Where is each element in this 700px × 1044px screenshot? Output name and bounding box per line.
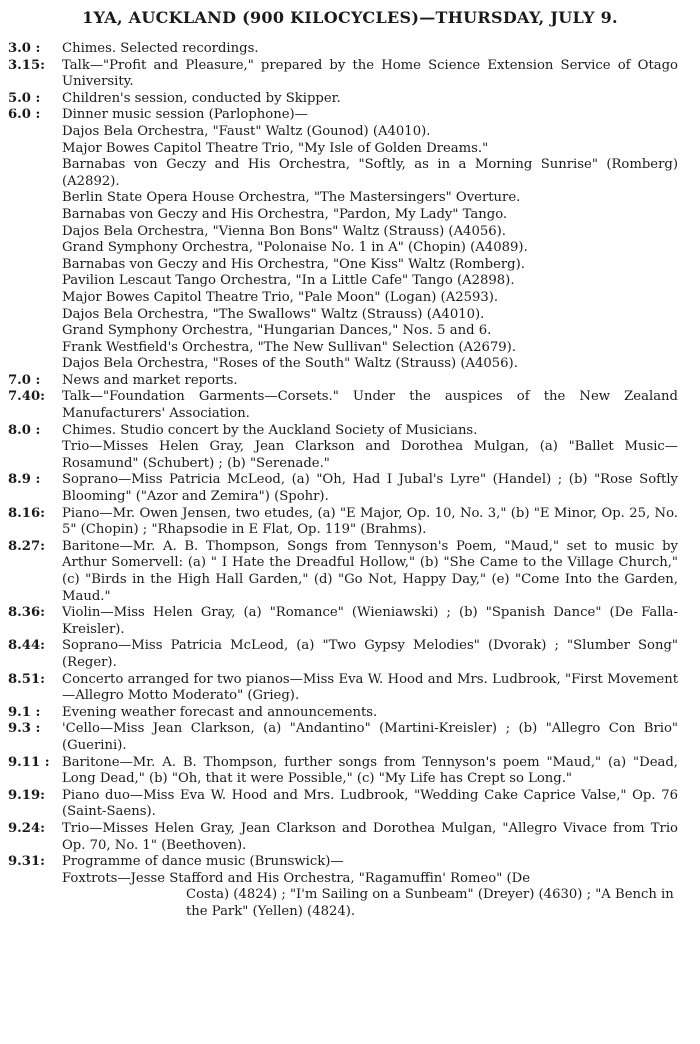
programme-entry [0,788,700,821]
entry-time: 8.51: [8,671,45,687]
entry-text: Concerto arranged for two pianos—Miss Eva W. Hood and Mrs. Ludbrook, "First Movement—Allegro Motto Moderato" (Grieg). [62,671,678,704]
programme-entry [0,373,700,390]
recording-item: Berlin State Opera House Orchestra, "The Mastersingers" Overture. [62,190,521,206]
recording-item: Major Bowes Capitol Theatre Trio, "Pale Moon" (Logan) (A2593). [62,289,499,305]
recording-item: Barnabas von Geczy and His Orchestra, "Softly, as in a Morning Sunrise" (Romberg) (A2892). [62,157,678,189]
entry-time: 8.27: [8,538,45,554]
entry-time: 9.11 : [8,754,50,770]
recording-item: Dajos Bela Orchestra, "The Swallows" Waltz (Strauss) (A4010). [62,306,485,322]
entry-time: 3.15: [8,57,45,73]
recording-item: Dajos Bela Orchestra, "Roses of the South" Waltz (Strauss) (A4056). [62,356,518,372]
recording-item: Barnabas von Geczy and His Orchestra, "One Kiss" Waltz (Romberg). [62,256,525,272]
dinner-recordings-list [0,124,700,373]
entry-time: 8.44: [8,638,45,654]
entry-text: Baritone—Mr. A. B. Thompson, Songs from Tennyson's Poem, "Maud," set to music by Arthur Somervell: (a) " I Hate the Dreadful Hollow," (b) "She Came to the Village Church," (c) "Birds in the High Hall Garden," (d) "Go Not, Happy Day," (e) "Come Into the Garden, Maud." [62,538,678,604]
entry-text: Soprano—Miss Patricia McLeod, (a) "Two Gypsy Melodies" (Dvorak) ; "Slumber Song" (Reger). [62,638,678,670]
entry-time: 8.36: [8,605,45,621]
entry-time: 9.31: [8,854,45,870]
recording-item: Major Bowes Capitol Theatre Trio, "My Isle of Golden Dreams." [62,140,489,156]
entry-time: 6.0 : [8,107,41,123]
programme-entry [0,539,700,605]
recording-item: Grand Symphony Orchestra, "Hungarian Dances," Nos. 5 and 6. [62,323,492,339]
entry-text: Children's session, conducted by Skipper. [62,90,341,106]
programme-entry [0,755,700,788]
programme-entry [0,389,700,422]
entry-text: Trio—Misses Helen Gray, Jean Clarkson and Dorothea Mulgan, (a) "Ballet Music—Rosamund" (Schubert) ; (b) "Serenade." [62,439,678,471]
programme-entry [0,672,700,705]
programme-entry [0,439,700,472]
entry-text: Piano—Mr. Owen Jensen, two etudes, (a) "E Major, Op. 10, No. 3," (b) "E Minor, Op. 25, No. 5" (Chopin) ; "Rhapsodie in E Flat, Op. 119" (Brahms). [62,505,678,538]
entry-time: 7.40: [8,389,45,405]
entry-text: Trio—Misses Helen Gray, Jean Clarkson and Dorothea Mulgan, "Allegro Vivace from Trio Op. 70, No. 1" (Beethoven). [62,820,678,853]
entry-text: Chimes. Studio concert by the Auckland Society of Musicians. [62,422,478,438]
entry-time: 9.3 : [8,721,41,737]
entry-text: Violin—Miss Helen Gray, (a) "Romance" (Wieniawski) ; (b) "Spanish Dance" (De Falla-Kreisler). [62,605,678,637]
entry-time: 8.9 : [8,472,41,488]
programme-entry [0,638,700,671]
entry-text: Dinner music session (Parlophone)— [62,107,308,123]
entry-time: 8.0 : [8,422,41,438]
recording-item: Frank Westfield's Orchestra, "The New Sullivan" Selection (A2679). [62,339,516,355]
foxtrot-continuation: Costa) (4824) ; "I'm Sailing on a Sunbeam" (Dreyer) (4630) ; "A Bench in the Park" (Yellen) (4824). [186,887,674,919]
entry-text: Programme of dance music (Brunswick)— [62,854,344,870]
programme-entry [0,58,700,91]
recording-item: Barnabas von Geczy and His Orchestra, "Pardon, My Lady" Tango. [62,206,508,222]
programme-entry [0,506,700,539]
entry-time: 7.0 : [8,372,41,388]
entry-time: 9.24: [8,820,45,836]
recording-item: Grand Symphony Orchestra, "Polonaise No. 1 in A" (Chopin) (A4089). [62,240,528,256]
entry-text: Talk—"Profit and Pleasure," prepared by the Home Science Extension Service of Otago University. [62,57,678,90]
programme-entry [0,721,700,754]
entry-time: 9.1 : [8,704,41,720]
programme-entry [0,472,700,505]
programme-entry [0,423,700,440]
entry-text: Piano duo—Miss Eva W. Hood and Mrs. Ludbrook, "Wedding Cake Caprice Valse," Op. 76 (Saint-Saens). [62,787,678,820]
entry-time: 5.0 : [8,90,41,106]
entry-text: Soprano—Miss Patricia McLeod, (a) "Oh, Had I Jubal's Lyre" (Handel) ; (b) "Rose Softly Blooming" ("Azor and Zemira") (Spohr). [62,472,678,505]
entry-time: 9.19: [8,787,45,803]
programme-entry [0,605,700,638]
programme-entry [0,854,700,871]
entry-text: 'Cello—Miss Jean Clarkson, (a) "Andantino" (Martini-Kreisler) ; (b) "Allegro Con Brio" (Guerini). [62,721,678,753]
programme-entry [0,107,700,124]
entry-text: Chimes. Selected recordings. [62,41,259,56]
programme-entry [0,821,700,854]
programme-list [0,41,700,920]
entry-text: News and market reports. [62,372,238,388]
entry-text: Evening weather forecast and announcements. [62,704,378,720]
programme-entry [0,705,700,722]
recording-item: Dajos Bela Orchestra, "Faust" Waltz (Gounod) (A4010). [62,123,431,139]
recording-item: Pavilion Lescaut Tango Orchestra, "In a Little Cafe" Tango (A2898). [62,273,515,289]
entry-time: 8.16: [8,505,45,521]
page-title: 1YA, AUCKLAND (900 KILOCYCLES)—THURSDAY, JULY 9. [82,8,618,27]
programme-entry [0,41,700,58]
entry-text: Talk—"Foundation Garments—Corsets." Under the auspices of the New Zealand Manufacturers' Association. [62,389,678,422]
recording-item: Dajos Bela Orchestra, "Vienna Bon Bons" Waltz (Strauss) (A4056). [62,223,506,239]
foxtrot-lead: Foxtrots—Jesse Stafford and His Orchestra, "Ragamuffin' Romeo" (De [62,870,531,886]
entry-time: 3.0 : [8,41,41,56]
entry-text: Baritone—Mr. A. B. Thompson, further songs from Tennyson's poem "Maud," (a) "Dead, Long Dead," (b) "Oh, that it were Possible," (c) "My Life has Crept so Long." [62,754,678,787]
programme-entry [0,91,700,108]
